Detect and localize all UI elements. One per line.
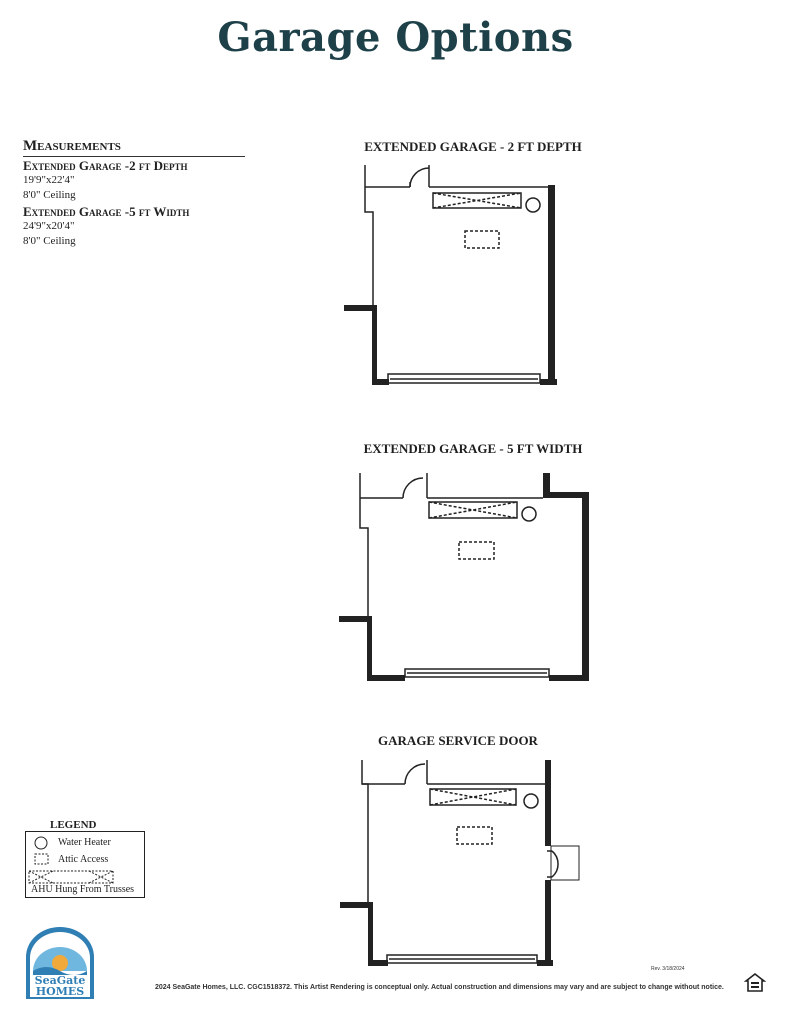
option-name: Extended Garage -2 ft Depth [23, 158, 188, 173]
seagate-homes-logo [24, 927, 96, 999]
footer-disclaimer: 2024 SeaGate Homes, LLC. CGC1518372. This Artist Rendering is conceptual only. Actual construction and dimensions may vary and are subject to change without notice. [155, 984, 724, 991]
revision-date: Rev. 3/18/2024 [651, 966, 685, 972]
logo-line1: SeaGate [34, 974, 86, 987]
legend-item: AHU Hung From Trusses [31, 884, 135, 895]
legend-title: LEGEND [50, 819, 97, 831]
floor-plan-extended-depth [340, 160, 570, 390]
ahu-icon [29, 871, 113, 883]
plan-label: EXTENDED GARAGE - 2 FT DEPTH [364, 139, 582, 154]
equal-housing-opportunity-icon [744, 972, 766, 994]
option-size: 19'9"x22'4" [23, 174, 75, 186]
measurements-panel [23, 138, 245, 249]
water-heater-icon [35, 837, 47, 849]
plan-label: GARAGE SERVICE DOOR [378, 733, 538, 748]
option-ceiling: 8'0" Ceiling [23, 189, 76, 201]
logo-line2: HOMES [35, 985, 85, 998]
page-title: Garage Options [217, 14, 574, 61]
legend-item: Water Heater [58, 837, 111, 848]
floor-plan-service-door [335, 755, 585, 970]
legend-item: Attic Access [58, 854, 109, 865]
attic-access-icon [35, 854, 48, 864]
measurements-heading: Measurements [23, 138, 245, 157]
plan-label: EXTENDED GARAGE - 5 FT WIDTH [363, 441, 583, 456]
option-size: 24'9"x20'4" [23, 220, 75, 232]
floor-plan-extended-width [335, 470, 595, 690]
legend [25, 831, 145, 898]
option-name: Extended Garage -5 ft Width [23, 204, 190, 219]
option-ceiling: 8'0" Ceiling [23, 235, 76, 247]
